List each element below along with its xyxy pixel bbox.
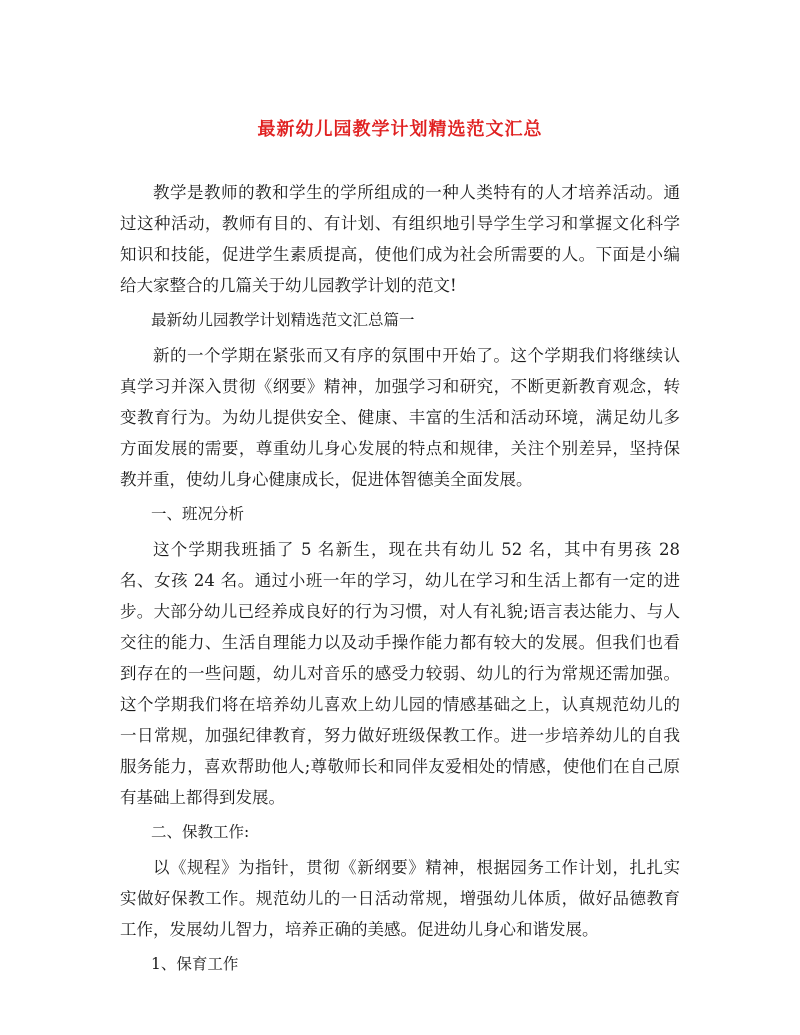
article-heading: 最新幼儿园教学计划精选范文汇总篇一 [151, 311, 415, 329]
section-2-body: 以《规程》为指针，贯彻《新纲要》精神，根据园务工作计划，扎扎实实做好保教工作。规范幼儿的一日活动常规，增强幼儿体质，做好品德教育工作，发展幼儿智力，培养正确的美感。促进幼儿身心和谐发展。 [120, 858, 680, 939]
intro-paragraph: 教学是教师的教和学生的学所组成的一种人类特有的人才培养活动。通过这种活动，教师有目的、有计划、有组织地引导学生学习和掌握文化科学知识和技能，促进学生素质提高，使他们成为社会所需要的人。下面是小编给大家整合的几篇关于幼儿园教学计划的范文! [120, 183, 680, 295]
document-title: 最新幼儿园教学计划精选范文汇总 [257, 119, 543, 140]
subsection-1-heading: 1、保育工作 [151, 955, 239, 973]
paragraph-1: 新的一个学期在紧张而又有序的氛围中开始了。这个学期我们将继续认真学习并深入贯彻《纲要》精神，加强学习和研究，不断更新教育观念，转变教育行为。为幼儿提供安全、健康、丰富的生活和活动环境，满足幼儿多方面发展的需要，尊重幼儿身心发展的特点和规律，关注个别差异，坚持保教并重，使幼儿身心健康成长，促进体智德美全面发展。 [120, 346, 680, 489]
section-2-heading: 二、保教工作: [151, 823, 250, 841]
document-content [120, 177, 680, 980]
section-1-body: 这个学期我班插了 5 名新生，现在共有幼儿 52 名，其中有男孩 28 名、女孩 24 名。通过小班一年的学习，幼儿在学习和生活上都有一定的进步。大部分幼儿已经养成良好的行为习惯，对人有礼貌;语言表达能力、与人交往的能力、生活自理能力以及动手操作能力都有较大的发展。但我们也看到存在的一些问题，幼儿对音乐的感受力较弱、幼儿的行为常规还需加强。这个学期我们将在培养幼儿喜欢上幼儿园的情感基础之上，认真规范幼儿的一日常规，加强纪律教育，努力做好班级保教工作。进一步培养幼儿的自我服务能力，喜欢帮助他人;尊敬师长和同伴友爱相处的情感，使他们在自己原有基础上都得到发展。 [120, 540, 680, 807]
section-1-heading: 一、班况分析 [151, 505, 245, 523]
